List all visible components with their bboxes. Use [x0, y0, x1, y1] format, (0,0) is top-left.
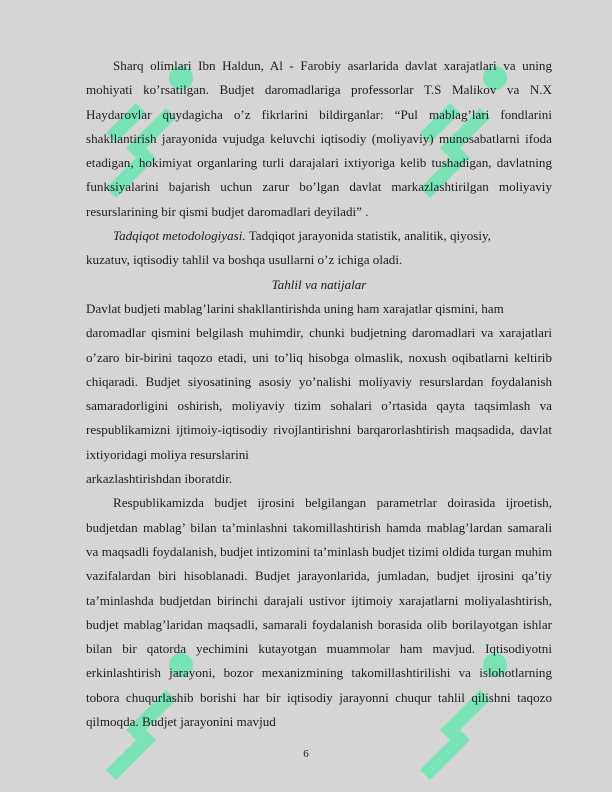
section-heading: Tahlil va natijalar [271, 276, 367, 292]
methodology-label: Tadqiqot metodologiyasi. [113, 228, 246, 244]
paragraph-results: daromadlar qismini belgilash muhimdir, chunki budjetning daromadlari va xarajatlari o’zaro bir-birini taqozo etadi, uni to’liq hisobga olmaslik, noxush oqibatlarni keltirib chiqaradi. Budjet siyosatining asosiy yo’nalishi moliyaviy resurslardan foydalanish samaradorligini oshirish, moliyaviy tizim sohalari o’rtasida qayta taqsimlash va respublikamizni ijtimoiy-iqtisodiy rivojlantirishni barqarorlashtirish maqsadida, davlat ixtiyoridagi moliya resurslarini [86, 325, 552, 462]
methodology-line-2: kuzatuv, iqtisodiy tahlil va boshqa usullarni o’z ichiga oladi. [86, 252, 403, 268]
page-number: 6 [303, 748, 309, 760]
document-body [86, 54, 552, 734]
paragraph-intro: Sharq olimlari Ibn Haldun, Al - Farobiy asarlarida davlat xarajatlari va uning mohiyati ko’rsatilgan. Budjet daromadlariga professorlar T.S Malikov va N.X Haydarovlar quydagicha o’z fikrlarini bildirganlar: “Pul mablag’lari fondlarini shakllantirish jarayonida vujudga keluvchi iqtisodiy (moliyaviy) munosabatlarni ifoda etadigan, hokimiyat organlaring turli darajalari ixtiyoriga kelib tushadigan, davlatning funksiyalarini bajarish uchun zarur bo’lgan davlat markazlashtirilgan moliyaviy resurslarining bir qismi budjet daromadlari deyiladi” . [86, 58, 552, 219]
paragraph-results-last: arkazlashtirishdan iboratdir. [86, 471, 233, 487]
paragraph-methodology [86, 224, 552, 248]
methodology-line-1: Tadqiqot jarayonida statistik, analitik, qiyosiy, [245, 228, 491, 244]
paragraph-budget: Respublikamizda budjet ijrosini belgilangan parametrlar doirasida ijroetish, budjetdan mablag’ bilan ta’minlashni takomillashtirish hamda mablag’lardan samarali va maqsadli foydalanish, budjet intizomini ta’minlash budjet tizimi oldida turgan muhim vazifalardan biri hisoblanadi. Budjet jarayonlarida, jumladan, budjet ijrosini qa’tiy ta’minlashda budjetdan birinchi darajali ustivor ijtimoiy xarajatlarni moliyalashtirish, budjet mablag’laridan maqsadli, samarali foydalanish borasida olib borilayotgan ishlar bilan bir qatorda yechimini kutayotgan muammolar ham mavjud. Iqtisodiyotni erkinlashtirish jarayoni, bozor mexanizmining takomillashtirilishi va islohotlarning tobora chuqurlashib borishi har bir iqtisodiy jarayonni chuqur tahlil qilishni taqozo qilmoqda. Budjet jarayonini mavjud [86, 495, 552, 730]
paragraph-results-line-1: Davlat budjeti mablag’larini shakllantirishda uning ham xarajatlar qismini, ham [86, 300, 504, 316]
